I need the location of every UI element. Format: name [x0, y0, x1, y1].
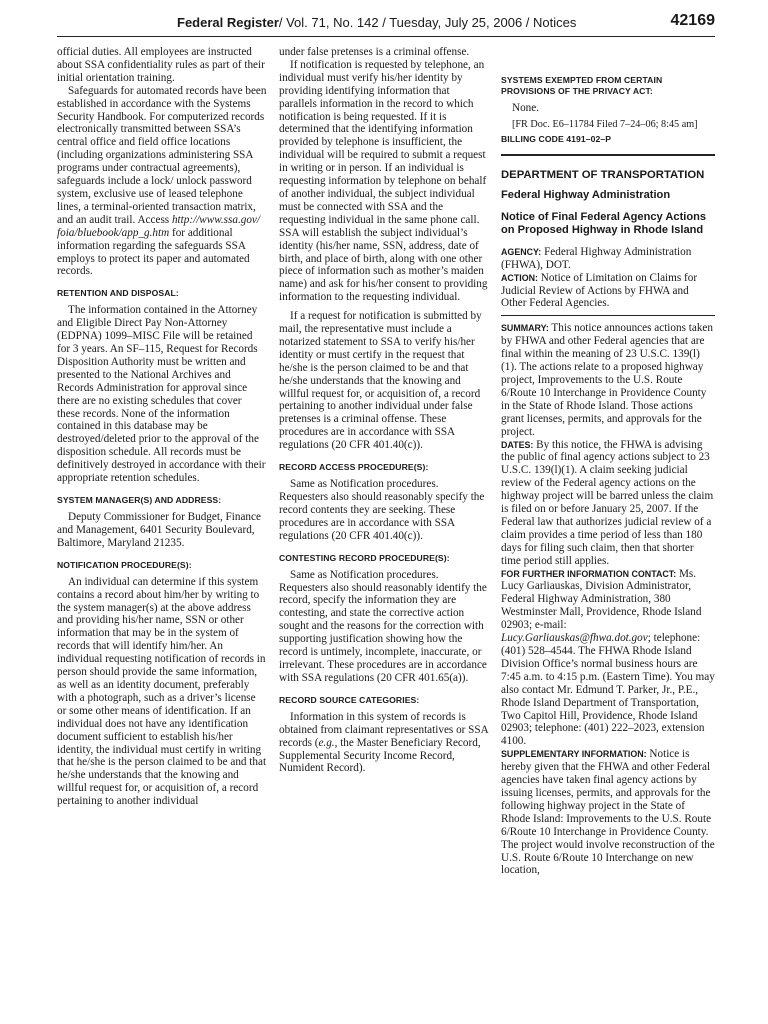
billing-code: BILLING CODE 4191–02–P	[501, 133, 612, 144]
text-span: ; telephone: (401) 528–4544. The FHWA Rhode Island Division Office’s normal business hours are 7:45 a.m. to 4:15 p.m. (Eastern Time). You may also contact Mr. Edmund T. Parker, Jr., P.E., Rhode Island Department of Transportation, Two Capitol Hill, Providence, Rhode Island 02903; telephone: (401) 222–2023, extension 4100.	[501, 632, 715, 748]
paragraph: An individual can determine if this system contains a record about him/her by writing to the system manager(s) at the above address and providing his/her name, SSN or other information that may be in the system of records that will identify him/her. An individual requesting notification of records in person should provide the same information, as well as an identity document, preferably with a photograph, such as a driver’s license or some other means of identification. If an individual does not have any identification document sufficient to establish his/her identity, the individual must certify in writing that he/she is the person claimed to be and that he/she understands that the knowing and willful request for, or acquisition of, a record pertaining to another individual	[57, 575, 267, 808]
email-link[interactable]: Lucy.Garliauskas@fhwa.dot.gov	[501, 632, 648, 645]
action-paragraph	[501, 272, 715, 311]
text-span: Safeguards for automated records have been established in accordance with the Systems Security Handbook. For computerized records electronically transmitted between SSA’s central office and field office locations (including organizations administering SSA programs under contractual agreements), safeguards include a lock/ unlock password system, exclusive use of leased telephone lines, a terminal-oriented transaction matrix, and an audit trail. Access	[57, 84, 267, 226]
paragraph: If a request for notification is submitted by mail, the representative must include a notarized statement to SSA to verify his/her identity or must certify in the request that he/she is the person claimed to be and that he/she understands that the knowing and willful request for, or acquisition of, a record pertaining to another individual under false pretenses is a criminal offense. These procedures are in accordance with SSA regulations (20 CFR 401.40(c)).	[279, 310, 482, 452]
section-heading: SYSTEM MANAGER(S) AND ADDRESS:	[57, 495, 222, 505]
header-title	[177, 15, 576, 30]
text-span: e.g.	[318, 736, 335, 749]
text-span: Ms. Lucy Garliauskas, Division Administrator, Federal Highway Administration, 380 Westminster Mall, Providence, Rhode Island 02903; e-mail:	[501, 567, 702, 632]
contact-paragraph	[501, 568, 715, 749]
paragraph: None.	[512, 102, 540, 114]
column-2	[279, 46, 489, 775]
label: FOR FURTHER INFORMATION CONTACT:	[501, 568, 677, 579]
paragraph	[279, 711, 489, 776]
agency-paragraph	[501, 246, 715, 272]
column-1	[57, 46, 267, 808]
section-heading: NOTIFICATION PROCEDURE(S):	[57, 559, 192, 570]
label: SUPPLEMENTARY INFORMATION:	[501, 749, 647, 760]
text-span: for additional information regarding the safeguards SSA employs to protect its paper and automated records.	[57, 226, 250, 278]
section-heading: RECORD SOURCE CATEGORIES:	[279, 694, 420, 705]
header-rule	[57, 36, 715, 37]
fr-doc-line: [FR Doc. E6–11784 Filed 7–24–06; 8:45 am]	[512, 118, 698, 130]
label: ACTION:	[501, 272, 538, 283]
supplementary-paragraph	[501, 748, 715, 877]
summary-paragraph	[501, 322, 715, 438]
section-heading: CONTESTING RECORD PROCEDURE(S):	[279, 552, 450, 563]
section-heading: SYSTEMS EXEMPTED FROM CERTAIN PROVISIONS OF THE PRIVACY ACT:	[501, 75, 663, 96]
page-number: 42169	[670, 12, 715, 29]
paragraph: The information contained in the Attorney and Eligible Direct Pay Non-Attorney (EDPNA) 1099–MISC File will be retained for 3 years. An SF–115, Request for Records Disposition Authority must be written and presented to the National Archives and Records Administration for approval since there are no existing schedules that cover these records. None of the information contained in this database may be destroyed/deleted prior to the approval of the disposition schedule. All records must be definitively destroyed in accordance with their appropriate retention schedules.	[57, 304, 266, 485]
label: AGENCY:	[501, 246, 542, 257]
agency-heading: Federal Highway Administration	[501, 188, 671, 201]
paragraph	[57, 85, 267, 279]
paragraph: under false pretenses is a criminal offense.	[279, 46, 470, 58]
text-span: Information in this system of records is obtained from claimant representatives or SSA records (	[279, 710, 489, 749]
label: SUMMARY:	[501, 323, 549, 334]
paragraph: If notification is requested by telephone, an individual must verify his/her identity by providing identifying information that parallels information in the record to which notification is being requested. If it is determined that the identifying information provided by telephone is insufficient, the individual will be required to submit a request in writing or in person. If an individual is requesting information by telephone on behalf of another individual, the subject individual must be connected with SSA and the requesting individual in the same phone call. SSA will establish the subject individual’s identity (his/her name, SSN, address, date of birth, and place of birth, along with one other piece of information such as mother’s maiden name) and ask for his/her consent to providing information to the requesting individual.	[279, 58, 488, 304]
department-heading: DEPARTMENT OF TRANSPORTATION	[501, 168, 705, 181]
header-details: / Vol. 71, No. 142 / Tuesday, July 25, 2006 / Notices	[278, 15, 577, 30]
text-span: , the Master Beneficiary Record, Supplemental Security Income Record, Numident Record).	[279, 736, 481, 775]
text-span: Notice of Limitation on Claims for Judicial Review of Actions by FHWA and Other Federal Agencies.	[501, 271, 698, 310]
page-header	[57, 12, 715, 34]
section-heading: RECORD ACCESS PROCEDURE(S):	[279, 462, 429, 473]
section-heading: RETENTION AND DISPOSAL:	[57, 288, 179, 299]
dates-paragraph	[501, 439, 715, 568]
thin-divider	[501, 315, 715, 316]
column-3	[501, 46, 715, 877]
paragraph: official duties. All employees are instructed about SSA confidentiality rules as part of their initial orientation training.	[57, 46, 265, 84]
ssa-url-link[interactable]: http://www.ssa.gov/ foia/bluebook/app_g.htm	[57, 213, 261, 239]
text-span: Notice is hereby given that the FHWA and other Federal agencies have taken final agency actions by issuing licenses, permits, and approvals for the following highway project in the State of Rhode Island: Improvements to the U.S. Route 6/Route 10 Interchange in Providence County. The project would involve reconstruction of the U.S. Route 6/Route 10 Interchange on new location,	[501, 748, 715, 877]
paragraph: Same as Notification procedures. Requesters also should reasonably specify the record contents they are seeking. These procedures are in accordance with SSA regulations (20 CFR 401.40(c)).	[279, 478, 485, 542]
text-span: By this notice, the FHWA is advising the public of final agency actions subject to 23 U.S.C. 139(l)(1). A claim seeking judicial review of the Federal agency actions on the highway project will be barred unless the claim is filed on or before January 25, 2007. If the Federal law that authorizes judicial review of a claim provides a time period of less than 180 days for filing such claim, then that shorter time period still applies.	[501, 438, 714, 567]
notice-title: Notice of Final Federal Agency Actions on Proposed Highway in Rhode Island	[501, 210, 707, 236]
paragraph: Same as Notification procedures. Requesters also should reasonably identify the record, specify the information they are contesting, and state the corrective action sought and the reasons for the correction with supporting justification showing how the record is untimely, incomplete, inaccurate, or irrelevant. These procedures are in accordance with SSA regulations (20 CFR 401.65(a)).	[279, 568, 487, 684]
section-divider	[501, 154, 715, 156]
label: DATES:	[501, 439, 534, 450]
text-span: This notice announces actions taken by FHWA and other Federal agencies that are final within the meaning of 23 U.S.C. 139(l)(1). The actions relate to a proposed highway project, Improvements to the U.S. Route 6/Route 10 Interchange in Providence County in the State of Rhode Island. Those actions grant licenses, permits, and approvals for the project.	[501, 322, 713, 438]
header-publication: Federal Register	[177, 15, 279, 30]
paragraph: Deputy Commissioner for Budget, Finance and Management, 6401 Security Boulevard, Baltimore, Maryland 21235.	[57, 511, 261, 549]
text-span: Federal Highway Administration (FHWA), DOT.	[501, 245, 692, 271]
